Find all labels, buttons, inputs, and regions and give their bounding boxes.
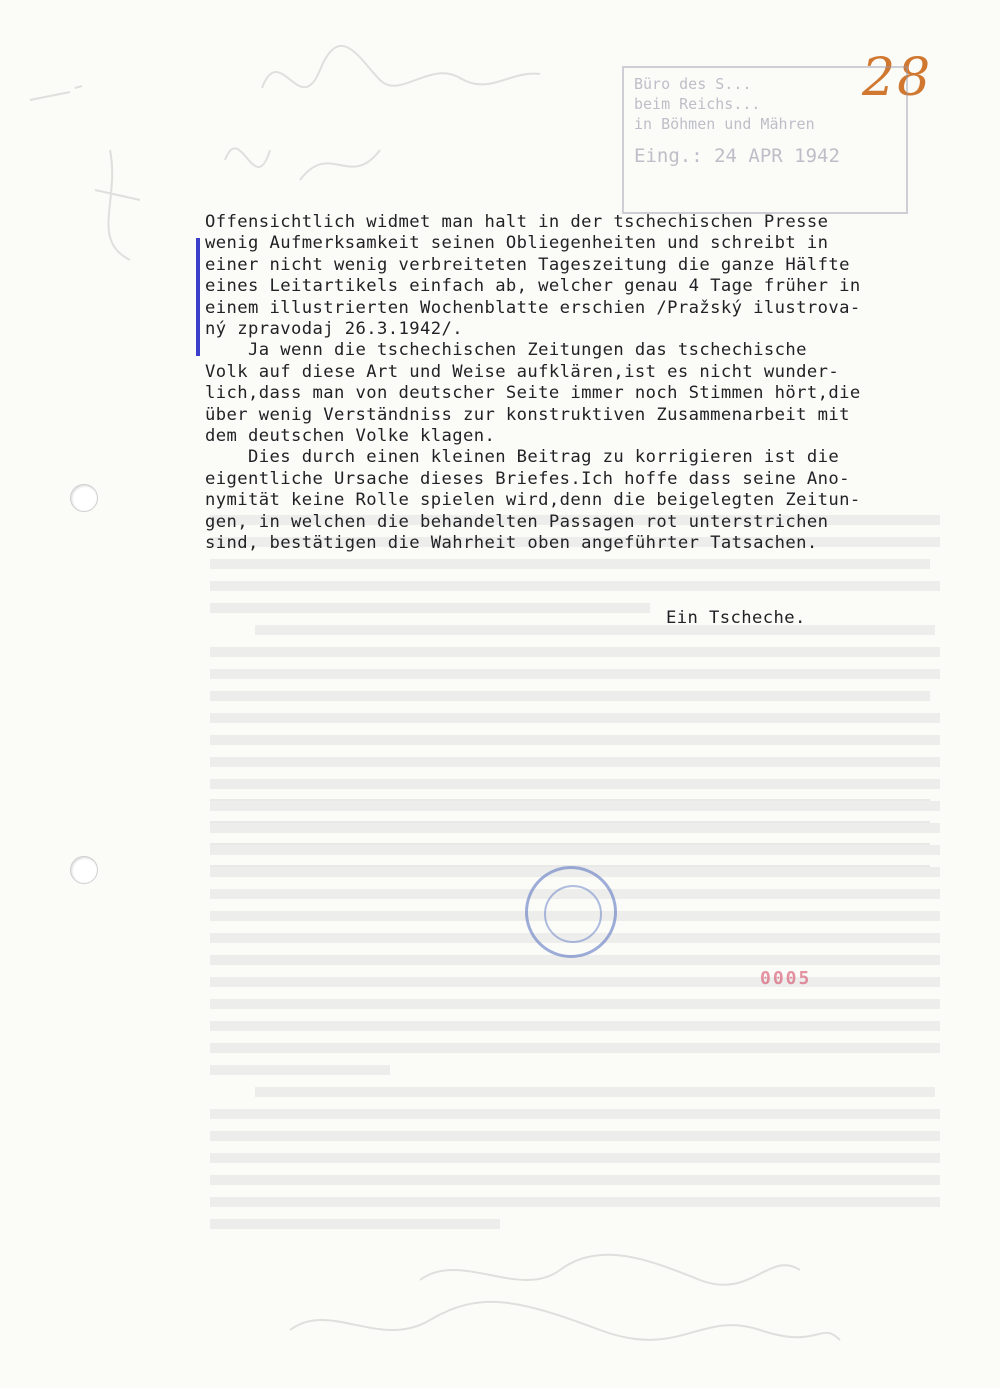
receipt-stamp-date: Eing.: 24 APR 1942 [634, 145, 840, 167]
receipt-stamp-line3: in Böhmen und Mähren [634, 115, 815, 133]
letter-line: dem deutschen Volke klagen. [205, 426, 496, 447]
letter-line: eines Leitartikels einfach ab, welcher genau 4 Tage früher in [205, 276, 861, 297]
letter-line: ný zpravodaj 26.3.1942/. [205, 319, 463, 340]
letter-line: einer nicht wenig verbreiteten Tageszeitung die ganze Hälfte [205, 254, 850, 275]
letter-line: nymität keine Rolle spielen wird,denn die beigelegten Zeitun- [205, 490, 861, 511]
letter-line: Offensichtlich widmet man halt in der tschechischen Presse [205, 212, 829, 232]
receipt-stamp-line2: beim Reichs... [634, 95, 761, 113]
folio-number: 28 [862, 48, 933, 108]
letter-line: eigentliche Ursache dieses Briefes.Ich hoffe dass seine Ano- [205, 468, 850, 489]
letter-line: einem illustrierten Wochenblatte erschien /Pražský ilustrova- [205, 297, 861, 318]
letter-line: sind, bestätigen die Wahrheit oben angeführter Tatsachen. [205, 533, 818, 554]
letter-line: Volk auf diese Art und Weise aufklären,ist es nicht wunder- [205, 361, 840, 382]
red-stamp-number: 0005 [760, 968, 812, 989]
receipt-stamp-line1: Büro des S... [634, 75, 752, 93]
letter-line: lich,dass man von deutscher Seite immer noch Stimmen hört,die [205, 383, 861, 404]
letter-line: gen, in welchen die behandelten Passagen rot unterstrichen [205, 511, 829, 532]
signature: Ein Tscheche. [666, 608, 806, 628]
letter-body [205, 212, 965, 555]
letter-line: Dies durch einen kleinen Beitrag zu korrigieren ist die [205, 447, 840, 468]
letter-line: über wenig Verständniss zur konstruktiven Zusammenarbeit mit [205, 404, 850, 425]
margin-marker-line [196, 238, 200, 356]
letter-line: Ja wenn die tschechischen Zeitungen das tschechische [205, 340, 807, 361]
letter-line: wenig Aufmerksamkeit seinen Obliegenheiten und schreibt in [205, 233, 829, 254]
round-seal-stamp [525, 866, 617, 958]
